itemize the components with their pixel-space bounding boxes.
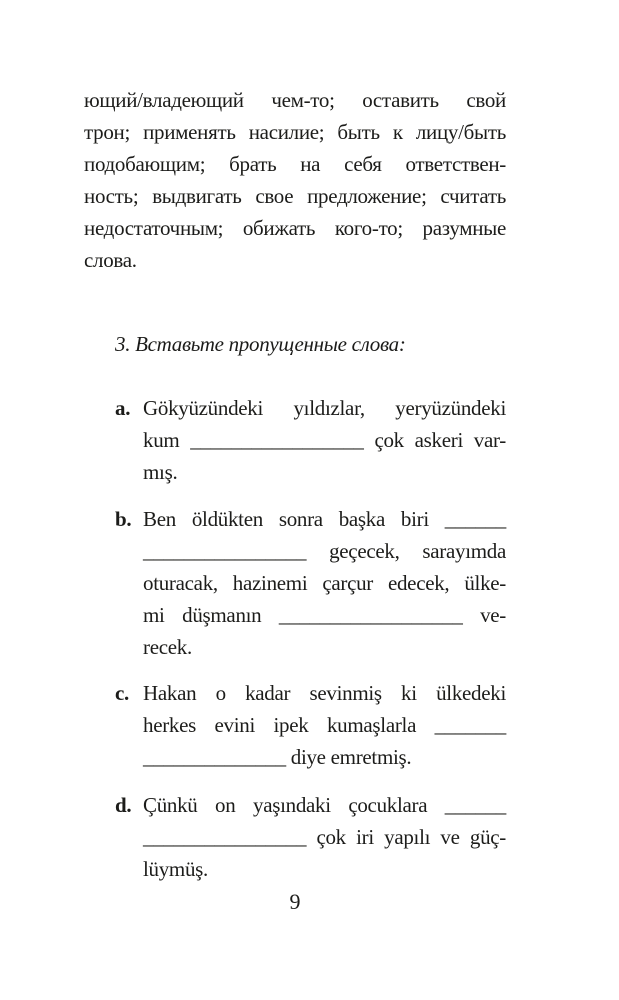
item-line-with-blank: ________________ çok iri yapılı ve güç-: [143, 825, 506, 849]
intro-line: ющий/владеющий чем-то; оставить свой: [84, 88, 506, 112]
intro-line: слова.: [84, 248, 137, 272]
page-number: 9: [289, 889, 301, 914]
item-line: lüymüş.: [143, 857, 208, 881]
item-line-with-blank: mi düşmanın __________________ ve-: [143, 603, 506, 627]
item-label: d.: [115, 793, 132, 817]
exercise-heading: 3. Вставьте пропущенные слова:: [115, 332, 406, 356]
item-text: [143, 789, 506, 885]
exercise-item-a: [84, 392, 506, 488]
exercise-item-b: [84, 503, 506, 663]
item-text: [143, 392, 506, 488]
item-line: oturacak, hazinemi çarçur edecek, ülke-: [143, 571, 506, 595]
item-label: a.: [115, 396, 131, 420]
exercise-item-d: [84, 789, 506, 885]
item-line-with-blank: ________________ geçecek, sarayımda: [143, 539, 506, 563]
item-label: b.: [115, 507, 132, 531]
item-label: c.: [115, 681, 129, 705]
page-content: [84, 0, 506, 917]
intro-line: трон; применять насилие; быть к лицу/быть: [84, 120, 506, 144]
intro-line: подобающим; брать на себя ответствен-: [84, 152, 506, 176]
item-line-with-blank: herkes evini ipek kumaşlarla _______: [143, 713, 506, 737]
item-line: mış.: [143, 460, 178, 484]
intro-line: ность; выдвигать свое предложение; считать: [84, 184, 506, 208]
item-line: Gökyüzündeki yıldızlar, yeryüzündeki: [143, 396, 506, 420]
intro-paragraph: [84, 84, 506, 276]
item-line-with-blank: ______________ diye emretmiş.: [143, 745, 412, 769]
item-line-with-blank: kum _________________ çok askeri var-: [143, 428, 506, 452]
item-line-with-blank: Ben öldükten sonra başka biri ______: [143, 507, 506, 531]
item-line: Hakan o kadar sevinmiş ki ülkedeki: [143, 681, 506, 705]
item-text: [143, 677, 506, 773]
item-text: [143, 503, 506, 663]
item-line-with-blank: Çünkü on yaşındaki çocuklara ______: [143, 793, 506, 817]
item-line: recek.: [143, 635, 192, 659]
exercise-item-c: [84, 677, 506, 773]
intro-line: недостаточным; обижать кого-то; разумные: [84, 216, 506, 240]
